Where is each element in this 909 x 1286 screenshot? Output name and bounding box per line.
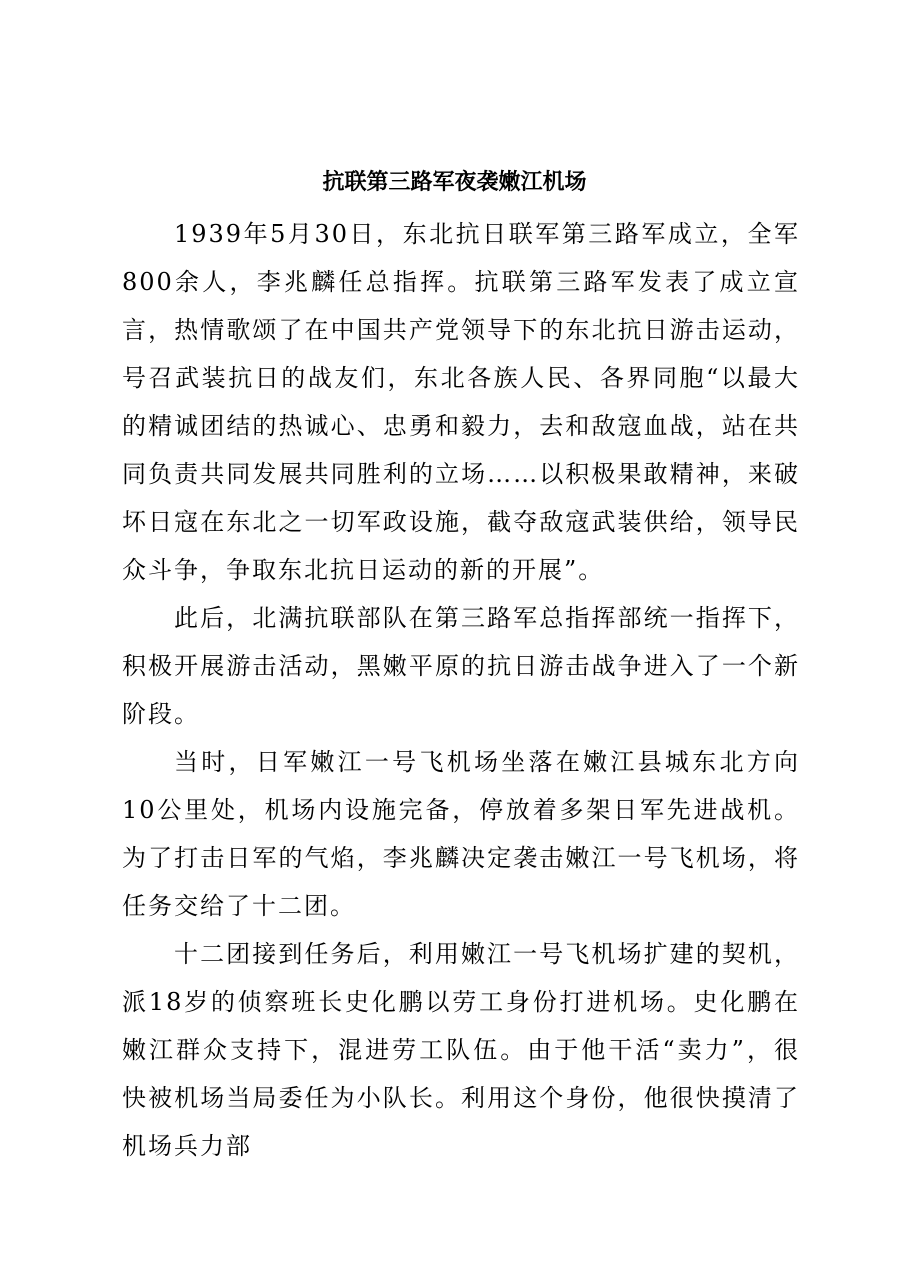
document-title: 抗联第三路军夜袭嫩江机场 xyxy=(322,169,587,195)
document-body xyxy=(122,210,800,1170)
paragraph-1: 1939年5月30日，东北抗日联军第三路军成立，全军800余人，李兆麟任总指挥。抗联第三路军发表了成立宣言，热情歌颂了在中国共产党领导下的东北抗日游击运动，号召武装抗日的战友们，东北各族人民、各界同胞“以最大的精诚团结的热诚心、忠勇和毅力，去和敌寇血战，站在共同负责共同发展共同胜利的立场……以积极果敢精神，来破坏日寇在东北之一切军政设施，截夺敌寇武装供给，领导民众斗争，争取东北抗日运动的新的开展”。 xyxy=(122,220,800,584)
paragraph-3: 当时，日军嫩江一号飞机场坐落在嫩江县城东北方向10公里处，机场内设施完备，停放着多架日军先进战机。为了打击日军的气焰，李兆麟决定袭击嫩江一号飞机场，将任务交给了十二团。 xyxy=(122,748,800,920)
paragraph-2: 此后，北满抗联部队在第三路军总指挥部统一指挥下，积极开展游击活动，黑嫩平原的抗日游击战争进入了一个新阶段。 xyxy=(122,604,800,728)
paragraph-4: 十二团接到任务后，利用嫩江一号飞机场扩建的契机，派18岁的侦察班长史化鹏以劳工身份打进机场。史化鹏在嫩江群众支持下，混进劳工队伍。由于他干活“卖力”，很快被机场当局委任为小队长。利用这个身份，他很快摸清了机场兵力部 xyxy=(122,940,800,1160)
